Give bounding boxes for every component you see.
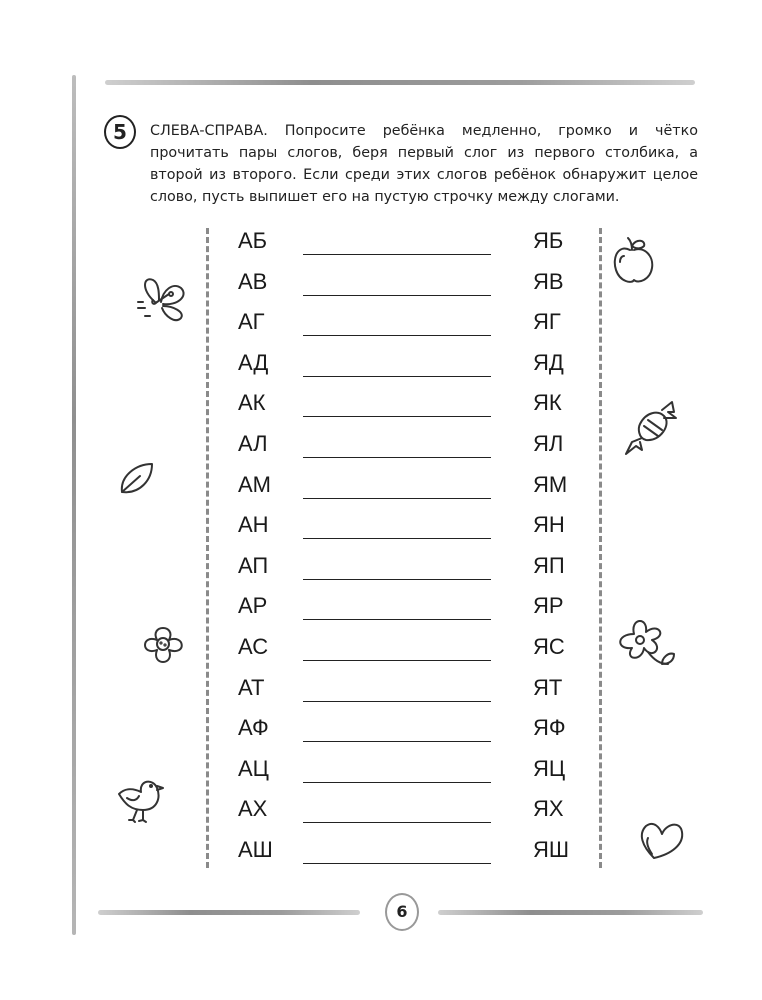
task-number-badge: 5 (104, 115, 136, 149)
page-number: 6 (385, 893, 419, 931)
syllable-row (0, 709, 762, 749)
top-frame-stroke (105, 80, 695, 85)
left-syllable: АБ (238, 228, 268, 253)
answer-line[interactable] (303, 619, 491, 620)
left-syllable: АФ (238, 715, 269, 741)
left-syllable: АХ (238, 796, 268, 822)
right-syllable: ЯЦ (533, 755, 566, 781)
left-syllable: АЦ (238, 755, 269, 781)
task-instructions: СЛЕВА-СПРАВА. Попросите ребёнка медленно, громко и чётко прочитать пары слогов, беря первый слог из первого столбика, а второй из второго. Если среди этих слогов ребёнок обнаружит целое слово, пусть выпишет его на пустую строчку между слогами. (150, 123, 698, 205)
answer-line[interactable] (303, 376, 491, 377)
answer-line[interactable] (303, 660, 491, 661)
answer-line[interactable] (303, 457, 491, 458)
flower-icon (137, 618, 189, 670)
right-syllable: ЯФ (533, 715, 566, 741)
right-syllable: ЯП (533, 552, 565, 578)
syllable-row (0, 303, 762, 343)
bottom-frame-stroke-right (438, 910, 703, 915)
left-syllable: АТ (238, 674, 265, 700)
right-syllable: ЯТ (533, 674, 563, 700)
left-syllable: АШ (238, 837, 273, 862)
right-syllable: ЯМ (533, 471, 568, 497)
answer-line[interactable] (303, 295, 491, 296)
left-syllable: АР (238, 593, 268, 619)
answer-line[interactable] (303, 579, 491, 580)
left-syllable: АВ (238, 268, 268, 294)
left-syllable: АК (238, 390, 266, 416)
answer-line[interactable] (303, 741, 491, 742)
heart-icon (638, 816, 686, 864)
answer-line[interactable] (303, 254, 491, 255)
left-syllable: АД (238, 349, 269, 375)
right-syllable: ЯХ (533, 796, 564, 822)
bird-icon (113, 774, 163, 824)
right-syllable: ЯС (533, 634, 565, 659)
syllable-row (0, 547, 762, 587)
answer-line[interactable] (303, 822, 491, 823)
right-syllable: ЯД (533, 349, 564, 375)
flower-icon (612, 614, 682, 670)
right-syllable: ЯН (533, 512, 565, 538)
answer-line[interactable] (303, 416, 491, 417)
leaf-icon (118, 460, 158, 496)
right-syllable: ЯШ (533, 837, 570, 862)
right-syllable: ЯР (533, 593, 564, 619)
answer-line[interactable] (303, 782, 491, 783)
syllable-row (0, 344, 762, 384)
left-syllable: АЛ (238, 431, 268, 456)
left-syllable: АС (238, 634, 269, 659)
bottom-frame-stroke-left (98, 910, 360, 915)
answer-line[interactable] (303, 538, 491, 539)
right-syllable: ЯК (533, 390, 562, 416)
left-syllable: АМ (238, 471, 271, 497)
syllable-row (0, 669, 762, 709)
apple-icon (610, 236, 658, 288)
left-syllable: АП (238, 552, 269, 578)
answer-line[interactable] (303, 335, 491, 336)
right-syllable: ЯГ (533, 309, 561, 335)
syllable-row (0, 506, 762, 546)
syllable-row (0, 466, 762, 506)
right-syllable: ЯВ (533, 268, 564, 294)
butterfly-icon (133, 272, 191, 322)
left-syllable: АГ (238, 309, 265, 335)
answer-line[interactable] (303, 863, 491, 864)
right-syllable: ЯЛ (533, 431, 564, 456)
candy-icon (620, 398, 680, 458)
right-syllable: ЯБ (533, 228, 564, 253)
left-syllable: АН (238, 512, 269, 538)
answer-line[interactable] (303, 498, 491, 499)
answer-line[interactable] (303, 701, 491, 702)
